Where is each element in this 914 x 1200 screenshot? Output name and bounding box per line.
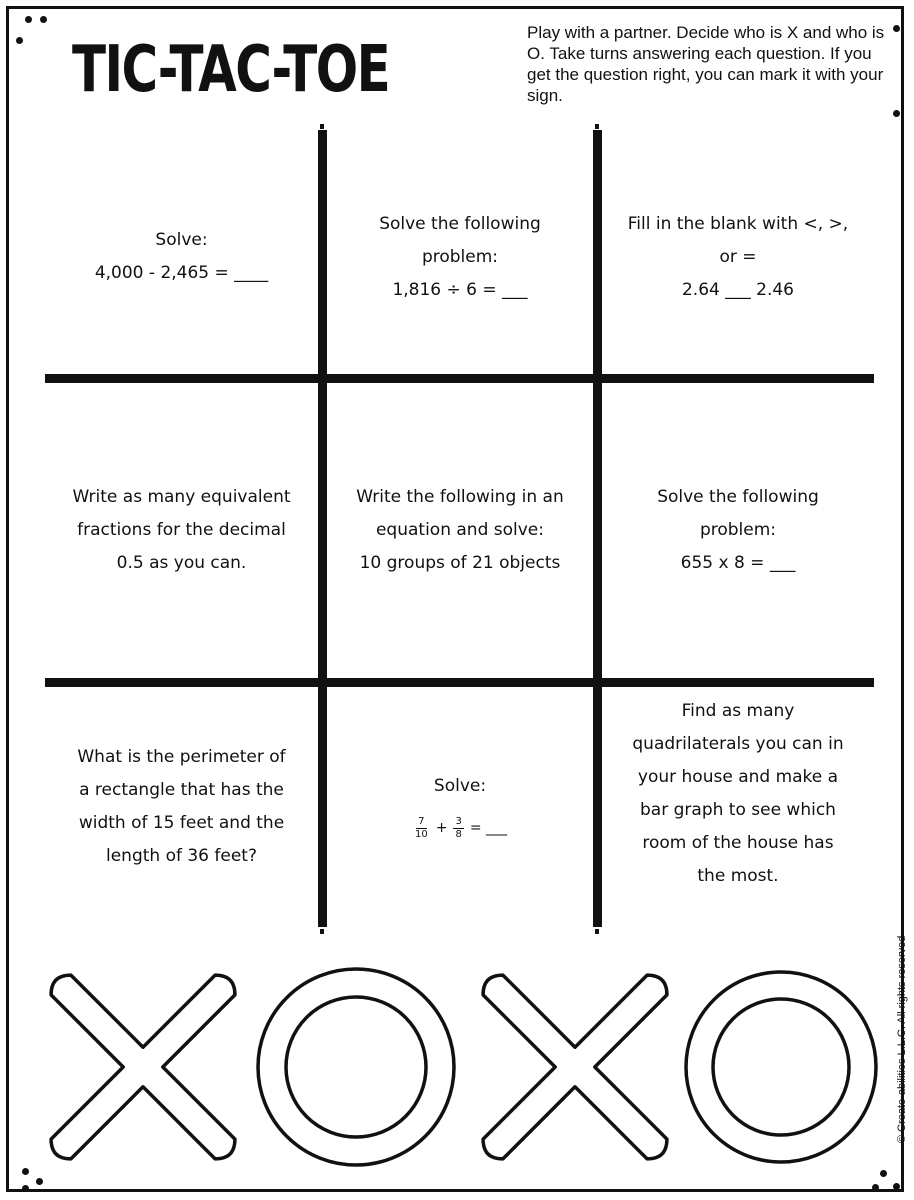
plus-sign: + [435, 819, 448, 836]
cell-text: Solve the following [379, 213, 541, 234]
cell-text: quadrilaterals you can in [632, 734, 844, 754]
cell-text: fractions for the decimal [77, 520, 286, 540]
fraction-denominator: 10 [414, 828, 428, 840]
cell-text: Solve the following [657, 487, 819, 507]
cell-text: Write as many equivalent [72, 487, 291, 507]
copyright-notice: © Create-abilities L.L.C. All rights reserved [896, 935, 908, 1143]
cell-text: equation and solve: [375, 520, 544, 540]
game-instructions: Play with a partner. Decide who is X and who is O. Take turns answering each question. If you get the question right, you can mark it with your sign. [527, 23, 885, 105]
fraction-numerator: 3 [455, 815, 462, 827]
cell-text: 4,000 - 2,465 = ____ [94, 263, 269, 283]
cell-text: Find as many [681, 701, 795, 721]
fraction-numerator: 7 [418, 815, 425, 827]
cell-text: 0.5 as you can. [116, 553, 247, 573]
o-mark-decoration [686, 972, 876, 1162]
cell-text: length of 36 feet? [105, 846, 257, 866]
cell-text: or = [719, 246, 757, 267]
cell-text: problem: [699, 520, 777, 540]
o-mark-decoration [258, 969, 454, 1165]
cell-text: problem: [421, 246, 499, 267]
cell-text: a rectangle that has the [79, 780, 284, 800]
cell-text: What is the perimeter of [77, 747, 286, 767]
cell-text: 10 groups of 21 objects [359, 553, 561, 573]
cell-text: 655 x 8 = ___ [680, 553, 796, 573]
cell-text: Solve: [433, 775, 487, 796]
cell-text: Write the following in an [356, 487, 564, 507]
cell-text: width of 15 feet and the [78, 813, 285, 833]
equals-blank: = ___ [469, 819, 508, 836]
cell-text: Fill in the blank with <, >, [627, 213, 849, 234]
cell-text: bar graph to see which [640, 800, 836, 820]
cell-text: Solve: [155, 230, 208, 250]
x-mark-decoration [0, 893, 317, 1200]
cell-text: 2.64 ___ 2.46 [681, 279, 794, 300]
fraction-denominator: 8 [455, 828, 462, 840]
cell-text: your house and make a [637, 767, 839, 787]
cell-text: room of the house has [642, 833, 834, 853]
page-title: TIC-TAC-TOE [72, 33, 390, 107]
cell-text: 1,816 ÷ 6 = ___ [392, 279, 528, 300]
cell-text: the most. [697, 866, 779, 886]
